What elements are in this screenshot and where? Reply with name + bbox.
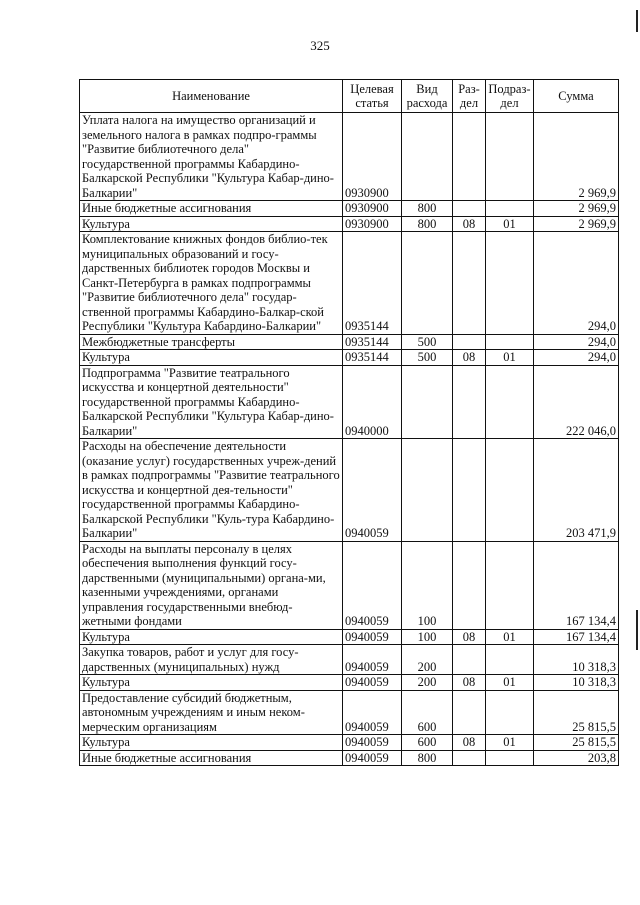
row-section <box>453 201 486 217</box>
header-target-article: Целевая статья <box>343 80 402 113</box>
row-section: 08 <box>453 629 486 645</box>
row-section <box>453 365 486 439</box>
row-expense-type <box>402 439 453 542</box>
table-row <box>80 735 619 751</box>
row-sum: 167 134,4 <box>534 629 619 645</box>
row-sum: 203,8 <box>534 750 619 766</box>
scan-edge-mark <box>636 610 638 650</box>
row-expense-type: 100 <box>402 629 453 645</box>
row-subsection <box>486 334 534 350</box>
row-expense-type: 600 <box>402 735 453 751</box>
row-subsection <box>486 541 534 629</box>
row-expense-type: 100 <box>402 541 453 629</box>
row-target-article: 0930900 <box>343 201 402 217</box>
row-expense-type <box>402 113 453 201</box>
row-expense-type <box>402 365 453 439</box>
budget-table <box>79 79 619 766</box>
row-subsection: 01 <box>486 735 534 751</box>
row-subsection: 01 <box>486 350 534 366</box>
row-expense-type: 800 <box>402 216 453 232</box>
row-target-article: 0940059 <box>343 439 402 542</box>
header-name: Наименование <box>80 80 343 113</box>
row-name: Культура <box>80 629 343 645</box>
row-section <box>453 439 486 542</box>
row-target-article: 0940000 <box>343 365 402 439</box>
row-target-article: 0935144 <box>343 232 402 335</box>
row-expense-type: 500 <box>402 334 453 350</box>
row-sum: 2 969,9 <box>534 201 619 217</box>
row-section: 08 <box>453 735 486 751</box>
header-section: Раз-дел <box>453 80 486 113</box>
table-row <box>80 232 619 335</box>
table-row <box>80 690 619 735</box>
row-subsection <box>486 201 534 217</box>
row-expense-type: 800 <box>402 750 453 766</box>
row-section: 08 <box>453 675 486 691</box>
row-sum: 294,0 <box>534 334 619 350</box>
row-expense-type: 200 <box>402 645 453 675</box>
row-subsection: 01 <box>486 216 534 232</box>
table-header-row <box>80 80 619 113</box>
row-sum: 203 471,9 <box>534 439 619 542</box>
row-subsection <box>486 232 534 335</box>
row-name: Культура <box>80 350 343 366</box>
row-target-article: 0940059 <box>343 675 402 691</box>
row-expense-type: 200 <box>402 675 453 691</box>
row-sum: 294,0 <box>534 350 619 366</box>
row-subsection <box>486 365 534 439</box>
row-sum: 25 815,5 <box>534 690 619 735</box>
table-row <box>80 645 619 675</box>
row-subsection <box>486 690 534 735</box>
row-subsection: 01 <box>486 629 534 645</box>
row-target-article: 0930900 <box>343 113 402 201</box>
table-row <box>80 629 619 645</box>
row-name: Культура <box>80 216 343 232</box>
row-sum: 294,0 <box>534 232 619 335</box>
header-sum: Сумма <box>534 80 619 113</box>
header-subsection: Подраз-дел <box>486 80 534 113</box>
row-name: Комплектование книжных фондов библио-тек муниципальных образований и госу-дарственных библиотек городов Москвы и Санкт-Петербурга в рамках подпрограммы "Развитие библиотечного дела" государ-ственной программы Кабардино-Балкар-ской Республики "Культура Кабардино-Балкарии" <box>80 232 343 335</box>
row-target-article: 0940059 <box>343 735 402 751</box>
row-name: Расходы на обеспечение деятельности (оказание услуг) государственных учреж-дений в рамках подпрограммы "Развитие театрального искусства и концертной дея-тельности" государственной программы Кабардино-Балкарской Республики "Куль-тура Кабардино-Балкарии" <box>80 439 343 542</box>
row-name: Культура <box>80 735 343 751</box>
page-number: 325 <box>310 38 330 53</box>
table-row <box>80 201 619 217</box>
row-section: 08 <box>453 350 486 366</box>
table-row <box>80 216 619 232</box>
row-expense-type: 600 <box>402 690 453 735</box>
table-row <box>80 541 619 629</box>
row-section <box>453 645 486 675</box>
row-section <box>453 334 486 350</box>
row-name: Уплата налога на имущество организаций и земельного налога в рамках подпро-граммы "Развитие библиотечного дела" государственной программы Кабардино-Балкарской Республики "Культура Кабар-дино-Балкарии" <box>80 113 343 201</box>
header-expense-type: Вид расхода <box>402 80 453 113</box>
row-name: Межбюджетные трансферты <box>80 334 343 350</box>
row-section <box>453 690 486 735</box>
row-target-article: 0940059 <box>343 629 402 645</box>
row-sum: 167 134,4 <box>534 541 619 629</box>
row-target-article: 0930900 <box>343 216 402 232</box>
row-expense-type: 500 <box>402 350 453 366</box>
row-sum: 10 318,3 <box>534 645 619 675</box>
row-sum: 10 318,3 <box>534 675 619 691</box>
table-row <box>80 365 619 439</box>
row-expense-type: 800 <box>402 201 453 217</box>
row-section: 08 <box>453 216 486 232</box>
row-expense-type <box>402 232 453 335</box>
row-section <box>453 113 486 201</box>
row-target-article: 0940059 <box>343 690 402 735</box>
row-name: Иные бюджетные ассигнования <box>80 201 343 217</box>
row-name: Иные бюджетные ассигнования <box>80 750 343 766</box>
row-sum: 25 815,5 <box>534 735 619 751</box>
row-target-article: 0940059 <box>343 750 402 766</box>
row-subsection <box>486 645 534 675</box>
row-section <box>453 232 486 335</box>
row-name: Закупка товаров, работ и услуг для госу-дарственных (муниципальных) нужд <box>80 645 343 675</box>
row-target-article: 0935144 <box>343 350 402 366</box>
row-subsection: 01 <box>486 675 534 691</box>
table-row <box>80 750 619 766</box>
row-section <box>453 750 486 766</box>
row-subsection <box>486 113 534 201</box>
row-subsection <box>486 750 534 766</box>
row-section <box>453 541 486 629</box>
row-subsection <box>486 439 534 542</box>
row-target-article: 0940059 <box>343 645 402 675</box>
table-row <box>80 675 619 691</box>
table-row <box>80 439 619 542</box>
row-name: Культура <box>80 675 343 691</box>
row-sum: 222 046,0 <box>534 365 619 439</box>
row-target-article: 0935144 <box>343 334 402 350</box>
row-sum: 2 969,9 <box>534 216 619 232</box>
table-row <box>80 113 619 201</box>
row-name: Подпрограмма "Развитие театрального искусства и концертной деятельности" государственной программы Кабардино-Балкарской Республики "Культура Кабар-дино-Балкарии" <box>80 365 343 439</box>
row-name: Расходы на выплаты персоналу в целях обеспечения выполнения функций госу-дарственными (муниципальными) органа-ми, казенными учреждениями, органами управления государственными внебюд-жетными фондами <box>80 541 343 629</box>
row-name: Предоставление субсидий бюджетным, автономным учреждениям и иным неком-мерческим организациям <box>80 690 343 735</box>
row-sum: 2 969,9 <box>534 113 619 201</box>
scan-edge-mark <box>636 10 638 32</box>
table-row <box>80 334 619 350</box>
table-row <box>80 350 619 366</box>
row-target-article: 0940059 <box>343 541 402 629</box>
